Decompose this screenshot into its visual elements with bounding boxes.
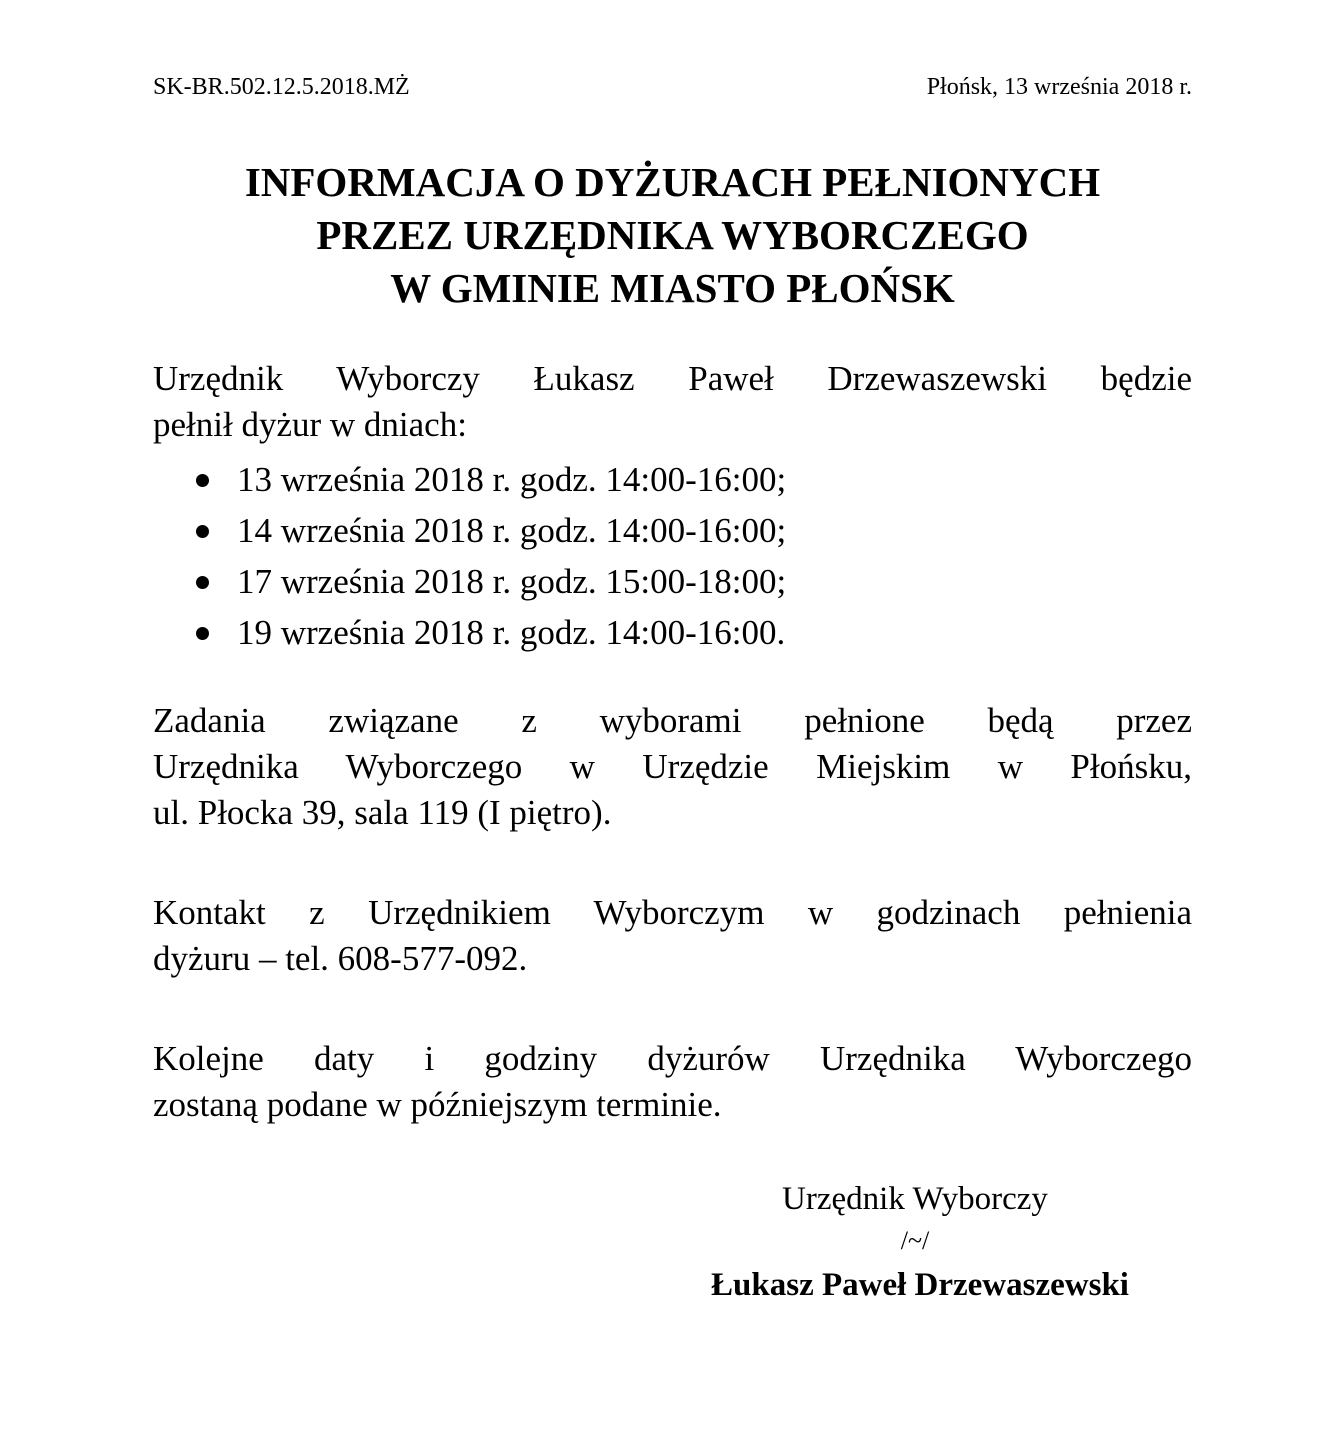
signature-mark: /~/ (900, 1226, 930, 1255)
intro-line-1: Urzędnik Wyborczy Łukasz Paweł Drzewaszewski będzie (153, 359, 1192, 398)
list-item (190, 505, 990, 556)
tasks-line-2: Urzędnika Wyborczego w Urzędzie Miejskim w Płońsku, (153, 747, 1192, 786)
contact-paragraph (153, 890, 1192, 982)
duty-date-text: 17 września 2018 r. godz. 15:00-18:00; (237, 562, 787, 601)
place-and-date: Płońsk, 13 września 2018 r. (926, 74, 1192, 100)
next-dates-paragraph (153, 1036, 1192, 1128)
reference-number: SK-BR.502.12.5.2018.MŻ (153, 74, 410, 100)
tasks-paragraph (153, 698, 1192, 836)
contact-line-2: dyżuru – tel. 608-577-092. (153, 939, 528, 978)
duty-date-text: 13 września 2018 r. godz. 14:00-16:00; (237, 460, 787, 499)
document-title (153, 156, 1192, 315)
tasks-line-3: ul. Płocka 39, sala 119 (I piętro). (153, 793, 612, 832)
next-line-1: Kolejne daty i godziny dyżurów Urzędnika Wyborczego (153, 1039, 1192, 1078)
document-header (153, 74, 1192, 104)
next-line-2: zostaną podane w późniejszym terminie. (153, 1085, 722, 1124)
tasks-line-1: Zadania związane z wyborami pełnione będą przez (153, 701, 1192, 740)
duty-dates-list (190, 454, 990, 658)
list-item (190, 607, 990, 658)
list-item (190, 454, 990, 505)
bullet-icon (196, 627, 209, 640)
title-line-1: INFORMACJA O DYŻURACH PEŁNIONYCH (244, 159, 1101, 205)
bullet-icon (196, 474, 209, 487)
contact-line-1: Kontakt z Urzędnikiem Wyborczym w godzinach pełnienia (153, 893, 1192, 932)
intro-paragraph (153, 356, 1192, 448)
title-line-2: PRZEZ URZĘDNIKA WYBORCZEGO (316, 212, 1029, 258)
list-item (190, 556, 990, 607)
signature-role: Urzędnik Wyborczy (782, 1181, 1048, 1217)
signature-name: Łukasz Paweł Drzewaszewski (711, 1267, 1129, 1303)
bullet-icon (196, 525, 209, 538)
bullet-icon (196, 576, 209, 589)
duty-date-text: 19 września 2018 r. godz. 14:00-16:00. (237, 613, 786, 652)
duty-date-text: 14 września 2018 r. godz. 14:00-16:00; (237, 511, 787, 550)
title-line-3: W GMINIE MIASTO PŁOŃSK (390, 265, 955, 311)
intro-line-2: pełnił dyżur w dniach: (153, 405, 467, 444)
